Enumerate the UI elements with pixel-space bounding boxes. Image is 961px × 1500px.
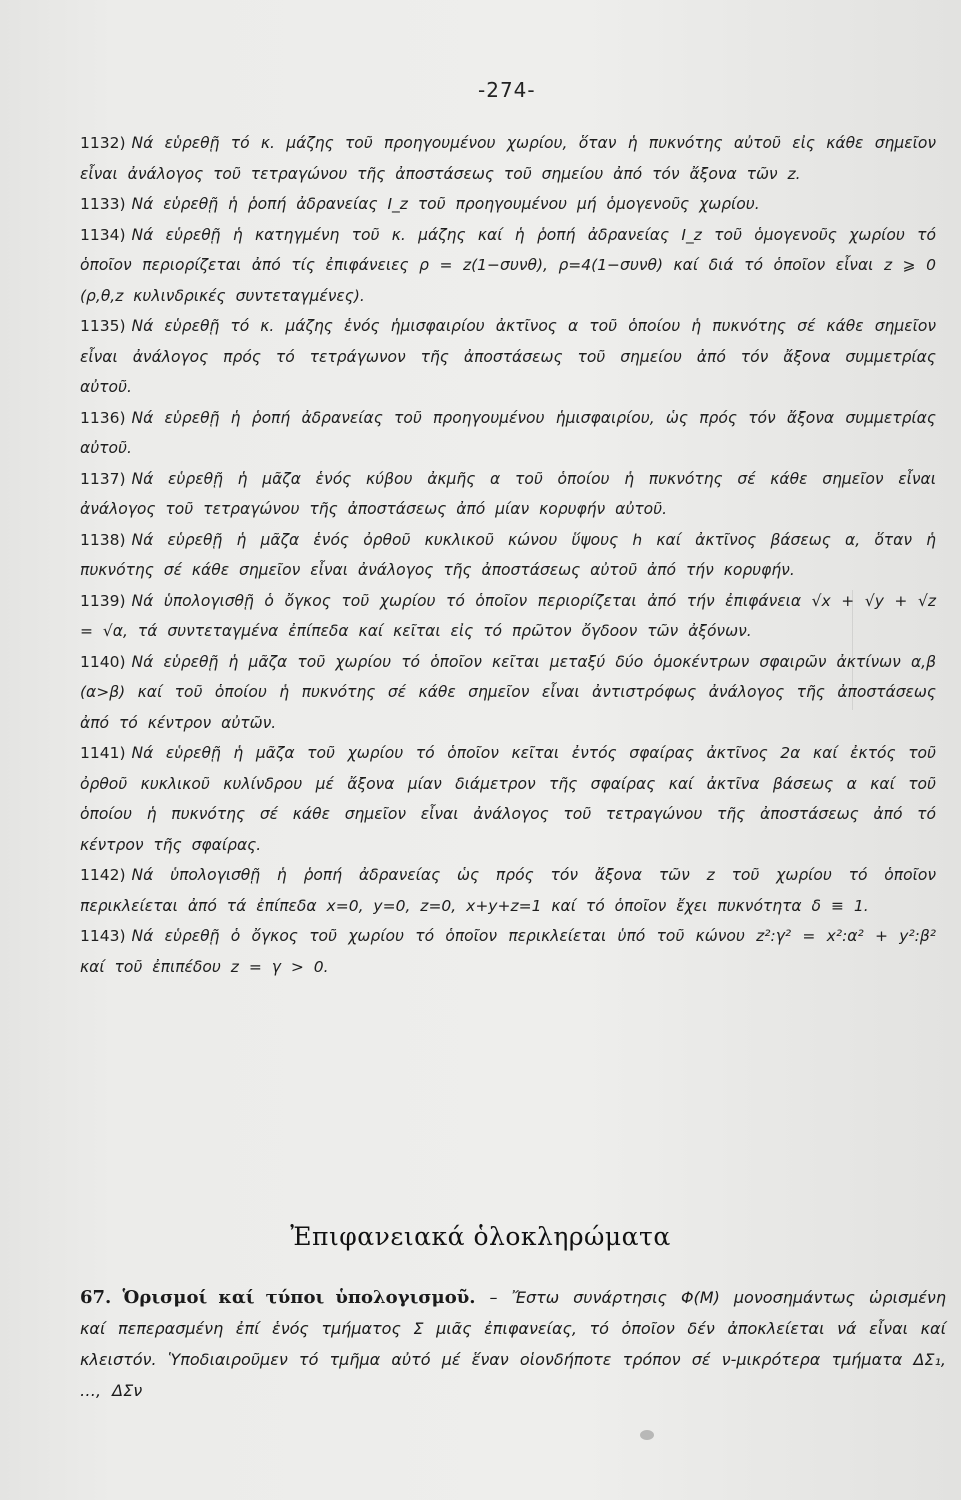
problem-1135 (80, 311, 936, 403)
problem-1132 (80, 128, 936, 189)
problem-number: 1141) (80, 744, 126, 762)
page-number: -274- (478, 78, 536, 102)
scan-artifact-line (852, 590, 853, 710)
problem-number: 1133) (80, 195, 126, 213)
problem-1138 (80, 525, 936, 586)
problem-1137 (80, 464, 936, 525)
problem-1141 (80, 738, 936, 860)
problem-number: 1137) (80, 469, 126, 488)
problem-text: Νά εὑρεθῇ ἡ μᾶζα τοῦ χωρίου τό ὁποῖον κεῖται ἐντός σφαίρας ἀκτῖνος 2α καί ἐκτός τοῦ ὀρθοῦ κυκλικοῦ κυλίνδρου μέ ἄξονα μίαν διάμετρον τῆς σφαίρας καί ἀκτῖνα βάσεως α καί τοῦ ὁποίου ἡ πυκνότης σέ κάθε σημεῖον εἶναι ἀνάλογος τοῦ τετραγώνου τῆς ἀποστάσεως ἀπό τό κέντρον τῆς σφαίρας. (80, 744, 936, 854)
problem-1140 (80, 647, 936, 739)
section-title: Ἐπιφανειακά ὁλοκληρώματα (290, 1222, 671, 1251)
problem-1143 (80, 921, 936, 982)
problem-number: 1138) (80, 530, 126, 549)
problem-number: 1142) (80, 866, 126, 884)
problem-1134 (80, 220, 936, 312)
problem-text: Νά ὑπολογισθῇ ἡ ῥοπή ἀδρανείας ὡς πρός τόν ἄξονα τῶν z τοῦ χωρίου τό ὁποῖον περικλείεται ἀπό τά ἐπίπεδα x=0, y=0, z=0, x+y+z=1 καί τό ὁποῖον ἔχει πυκνότητα δ ≡ 1. (80, 866, 936, 915)
definition-paragraph (80, 1282, 946, 1406)
definition-body: – Ἔστω συνάρτησις Φ(M) μονοσημάντως ὡρισμένη καί πεπερασμένη ἐπί ἑνός τμήματος Σ μιᾶς ἐπιφανείας, τό ὁποῖον δέν ἀποκλείεται νά εἶναι καί κλειστόν. Ὑποδιαιροῦμεν τό τμῆμα αὐτό μέ ἕναν οἱονδήποτε τρόπον σέ ν-μικρότερα τμήματα ΔΣ₁, …, ΔΣν (80, 1288, 946, 1400)
problem-text: Νά εὑρεθῇ ἡ ῥοπή ἀδρανείας τοῦ προηγουμένου ἡμισφαιρίου, ὡς πρός τόν ἄξονα συμμετρίας αὐτοῦ. (80, 408, 936, 457)
problem-text: Νά εὑρεθῇ ἡ κατηγμένη τοῦ κ. μάζης καί ἡ ῥοπή ἀδρανείας I_z τοῦ ὁμογενοῦς χωρίου τό ὁποῖον περιορίζεται ἀπό τίς ἐπιφάνειες ρ = z(1−συνθ), ρ=4(1−συνθ) καί διά τό ὁποῖον εἶναι z ⩾ 0 (ρ,θ,z κυλινδρικές συντεταγμένες). (80, 225, 936, 305)
problem-text: Νά εὑρεθῇ ἡ ῥοπή ἀδρανείας I_z τοῦ προηγουμένου μή ὁμογενοῦς χωρίου. (131, 195, 760, 213)
problem-number: 1135) (80, 317, 126, 335)
problem-number: 1143) (80, 927, 126, 945)
problem-text: Νά ὑπολογισθῇ ὁ ὄγκος τοῦ χωρίου τό ὁποῖον περιορίζεται ἀπό τήν ἐπιφάνεια √x + √y + √z = √α, τά συντεταγμένα ἐπίπεδα καί κεῖται εἰς τό πρῶτον ὄγδοον τῶν ἀξόνων. (80, 591, 936, 640)
problem-text: Νά εὑρεθῇ τό κ. μάζης ἑνός ἡμισφαιρίου ἀκτῖνος α τοῦ ὁποίου ἡ πυκνότης σέ κάθε σημεῖον εἶναι ἀνάλογος πρός τό τετράγωνον τῆς ἀποστάσεως τοῦ σημείου ἀπό τόν ἄξονα συμμετρίας αὐτοῦ. (80, 317, 936, 396)
problem-text: Νά εὑρεθῇ ὁ ὄγκος τοῦ χωρίου τό ὁποῖον περικλείεται ὑπό τοῦ κώνου z²:γ² = x²:α² + y²:β² καί τοῦ ἐπιπέδου z = γ > 0. (80, 927, 936, 976)
definition-heading: 67. Ὁρισμοί καί τύποι ὑπολογισμοῦ. (80, 1287, 476, 1308)
problem-1139 (80, 586, 936, 647)
problem-list (80, 128, 936, 982)
problem-1142 (80, 860, 936, 921)
problem-text: Νά εὑρεθῇ ἡ μᾶζα ἑνός κύβου ἀκμῆς α τοῦ ὁποίου ἡ πυκνότης σέ κάθε σημεῖον εἶναι ἀνάλογος τοῦ τετραγώνου τῆς ἀποστάσεως ἀπό μίαν κορυφήν αὐτοῦ. (80, 469, 936, 518)
problem-1133 (80, 189, 936, 220)
problem-text: Νά εὑρεθῇ ἡ μᾶζα τοῦ χωρίου τό ὁποῖον κεῖται μεταξύ δύο ὁμοκέντρων σφαιρῶν ἀκτίνων α,β (α>β) καί τοῦ ὁποίου ἡ πυκνότης σέ κάθε σημεῖον εἶναι ἀντιστρόφως ἀνάλογος τῆς ἀποστάσεως ἀπό τό κέντρον αὐτῶν. (80, 652, 936, 732)
problem-number: 1134) (80, 225, 126, 244)
problem-text: Νά εὑρεθῇ τό κ. μάζης τοῦ προηγουμένου χωρίου, ὅταν ἡ πυκνότης αὐτοῦ εἰς κάθε σημεῖον εἶναι ἀνάλογος τοῦ τετραγώνου τῆς ἀποστάσεως τοῦ σημείου ἀπό τόν ἄξονα τῶν z. (80, 134, 936, 183)
problem-number: 1132) (80, 134, 126, 152)
problem-1136 (80, 403, 936, 464)
ink-smudge (640, 1430, 654, 1440)
problem-number: 1136) (80, 408, 126, 427)
problem-number: 1140) (80, 652, 126, 671)
problem-number: 1139) (80, 591, 126, 610)
problem-text: Νά εὑρεθῇ ἡ μᾶζα ἑνός ὀρθοῦ κυκλικοῦ κώνου ὕψους h καί ἀκτῖνος βάσεως α, ὅταν ἡ πυκνότης σέ κάθε σημεῖον εἶναι ἀνάλογος τῆς ἀποστάσεως αὐτοῦ ἀπό τήν κορυφήν. (80, 530, 936, 579)
